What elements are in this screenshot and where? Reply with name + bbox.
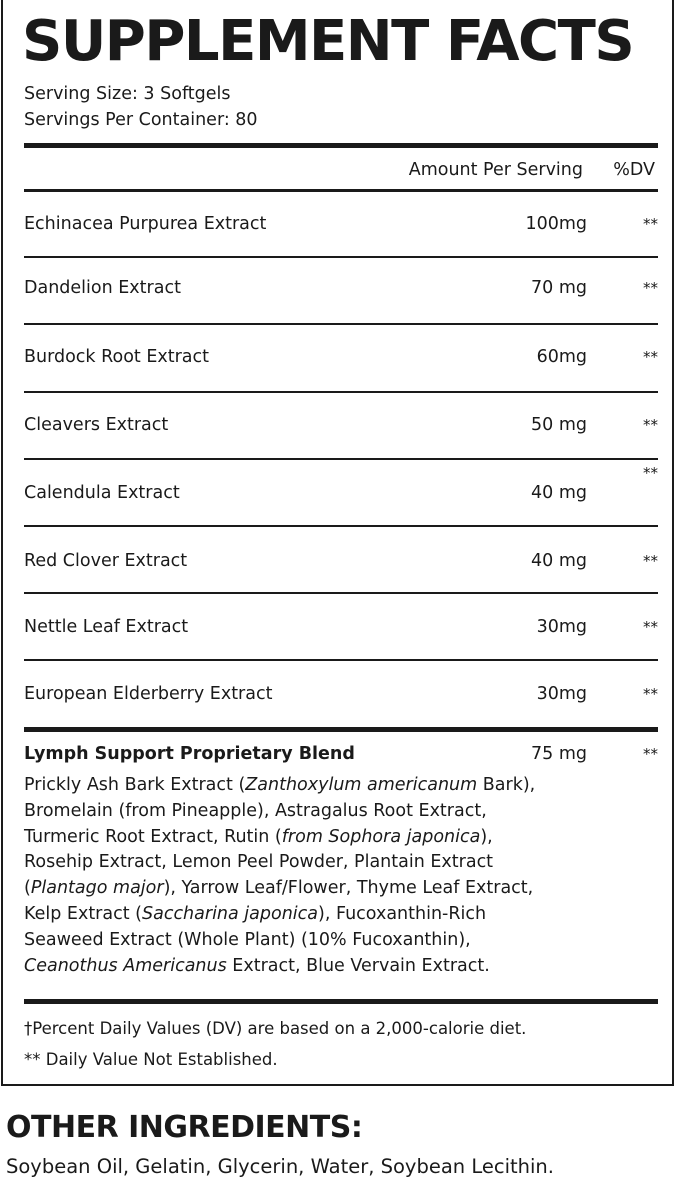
- ingredient-row: [24, 411, 658, 439]
- blend-text-line: [24, 928, 644, 954]
- blend-name: Lymph Support Proprietary Blend: [24, 744, 355, 764]
- botanical-name: Zanthoxylum americanum: [245, 775, 478, 795]
- header-divider: [24, 189, 658, 192]
- blend-text-line: [24, 876, 644, 902]
- botanical-name: Saccharina japonica: [141, 903, 319, 924]
- ingredient-row: [24, 680, 658, 708]
- ingredient-name: Dandelion Extract: [24, 278, 181, 298]
- thick-divider: [24, 727, 658, 732]
- blend-text-segment: Seaweed Extract (Whole Plant) (10% Fucoxanthin),: [24, 929, 471, 950]
- dv-header: %DV: [613, 160, 655, 180]
- ingredient-dv: **: [643, 279, 658, 297]
- ingredient-dv: **: [643, 416, 658, 434]
- blend-row: [24, 740, 658, 768]
- blend-text-segment: Extract, Blue Vervain Extract.: [226, 955, 490, 976]
- ingredient-dv: **: [643, 348, 658, 366]
- ingredient-row: [24, 547, 658, 575]
- row-divider: [24, 592, 658, 594]
- blend-text-segment: Prickly Ash Bark Extract (: [24, 775, 246, 795]
- blend-amount: 75 mg: [531, 744, 587, 764]
- dv-not-established-footnote: ** Daily Value Not Established.: [24, 1050, 278, 1069]
- ingredient-amount: 100mg: [525, 214, 587, 234]
- ingredient-dv: **: [643, 215, 658, 233]
- ingredient-row: [24, 343, 658, 371]
- ingredient-row: [24, 613, 658, 641]
- blend-text-line: [24, 902, 644, 928]
- blend-text-segment: Turmeric Root Extract, Rutin (: [24, 826, 282, 847]
- ingredient-row: [24, 274, 658, 302]
- botanical-name: Plantago major: [30, 878, 164, 899]
- blend-text-segment: Bark),: [477, 775, 536, 795]
- ingredient-row: [24, 464, 658, 507]
- ingredient-name: Calendula Extract: [24, 483, 180, 503]
- blend-text-segment: Rosehip Extract, Lemon Peel Powder, Plantain Extract: [24, 852, 494, 873]
- row-divider: [24, 323, 658, 325]
- blend-text-segment: Kelp Extract (: [24, 903, 142, 924]
- blend-text-segment: ),: [480, 826, 493, 847]
- ingredient-row: [24, 210, 658, 238]
- thick-divider: [24, 143, 658, 148]
- ingredient-name: Red Clover Extract: [24, 551, 188, 571]
- ingredient-amount: 30mg: [536, 617, 587, 637]
- blend-text-line: [24, 799, 644, 825]
- blend-text-line: [24, 954, 644, 980]
- blend-text-segment: ), Yarrow Leaf/Flower, Thyme Leaf Extract,: [163, 878, 534, 899]
- percent-dv-footnote: †Percent Daily Values (DV) are based on a 2,000-calorie diet.: [24, 1019, 527, 1038]
- ingredient-name: Echinacea Purpurea Extract: [24, 214, 267, 234]
- blend-text-segment: (: [24, 878, 31, 899]
- serving-size: Serving Size: 3 Softgels: [24, 84, 231, 104]
- row-divider: [24, 391, 658, 393]
- blend-text-segment: ), Fucoxanthin-Rich: [318, 903, 487, 924]
- ingredient-amount: 30mg: [536, 684, 587, 704]
- ingredient-dv: **: [643, 552, 658, 570]
- blend-text-line: [24, 850, 644, 876]
- servings-per-container: Servings Per Container: 80: [24, 110, 258, 130]
- ingredient-dv: **: [643, 685, 658, 703]
- row-divider: [24, 256, 658, 258]
- ingredient-amount: 50 mg: [531, 415, 587, 435]
- panel-title: SUPPLEMENT FACTS: [22, 9, 634, 74]
- ingredient-amount: 60mg: [536, 347, 587, 367]
- amount-per-serving-header: Amount Per Serving: [408, 160, 583, 180]
- ingredient-name: Nettle Leaf Extract: [24, 617, 189, 637]
- ingredient-name: European Elderberry Extract: [24, 684, 273, 704]
- ingredient-dv: **: [643, 464, 658, 482]
- botanical-name: Ceanothus Americanus: [24, 955, 227, 976]
- blend-dv: **: [643, 745, 658, 763]
- supplement-facts-panel: [1, 0, 674, 1086]
- row-divider: [24, 659, 658, 661]
- blend-text-segment: Bromelain (from Pineapple), Astragalus Root Extract,: [24, 800, 487, 821]
- botanical-name: from Sophora japonica: [281, 826, 481, 847]
- blend-ingredients: [24, 773, 644, 979]
- other-ingredients-list: Soybean Oil, Gelatin, Glycerin, Water, Soybean Lecithin.: [6, 1155, 554, 1178]
- thick-divider: [24, 999, 658, 1004]
- blend-text-line: [24, 773, 644, 799]
- ingredient-amount: 70 mg: [531, 278, 587, 298]
- ingredient-name: Burdock Root Extract: [24, 347, 210, 367]
- other-ingredients-title: OTHER INGREDIENTS:: [6, 1110, 363, 1145]
- ingredient-amount: 40 mg: [531, 483, 587, 503]
- ingredient-amount: 40 mg: [531, 551, 587, 571]
- ingredient-name: Cleavers Extract: [24, 415, 169, 435]
- blend-text-line: [24, 825, 644, 851]
- ingredient-dv: **: [643, 618, 658, 636]
- row-divider: [24, 458, 658, 460]
- row-divider: [24, 525, 658, 527]
